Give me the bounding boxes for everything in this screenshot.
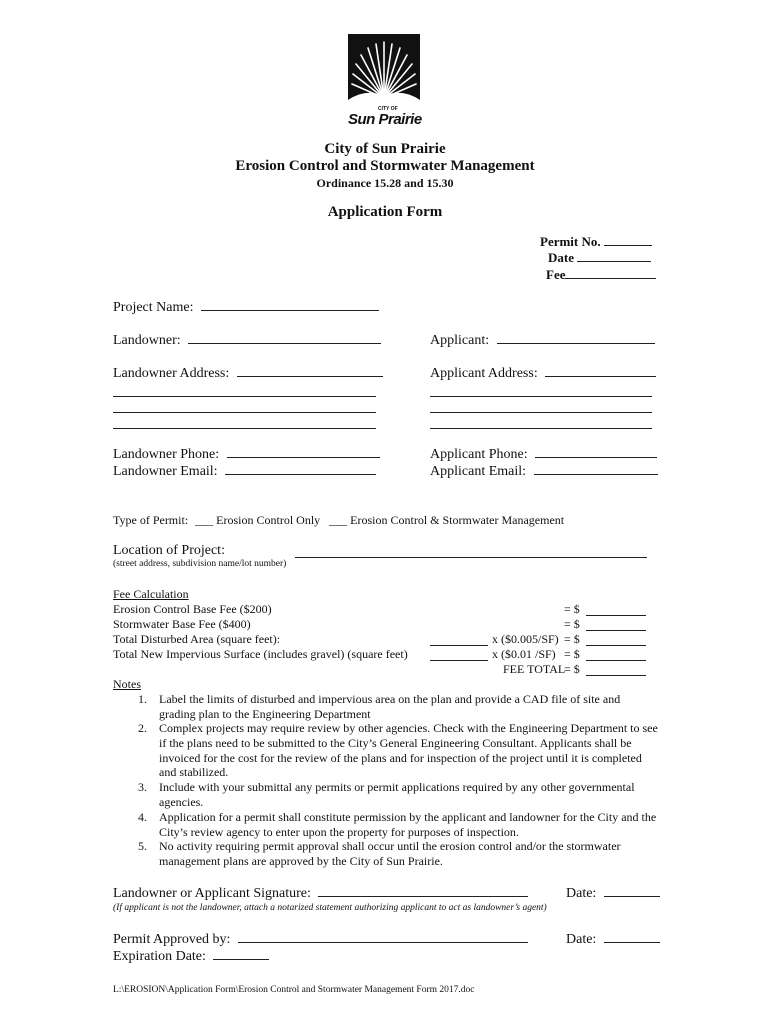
signature-hint: (If applicant is not the landowner, attach a notarized statement authorizing applicant to act as landowner’s agent) <box>113 903 547 913</box>
note-number: 1. <box>138 692 147 706</box>
applicant-email-field[interactable] <box>430 464 658 480</box>
landowner-address-line-4[interactable] <box>113 428 376 429</box>
permit-no-label: Permit No. <box>540 234 601 249</box>
applicant-label: Applicant: <box>430 333 490 348</box>
fee-row-disturbed-qty[interactable] <box>430 645 488 646</box>
project-name-field[interactable] <box>113 300 379 316</box>
note-number: 4. <box>138 810 147 824</box>
fee-row-disturbed-rate: x ($0.005/SF) <box>492 632 559 646</box>
approved-by-label: Permit Approved by: <box>113 932 231 947</box>
fee-total-label: FEE TOTAL <box>503 662 566 676</box>
location-hint: (street address, subdivision name/lot number) <box>113 559 287 569</box>
note-text: No activity requiring permit approval shall occur until the erosion control and/or the stormwater management plans are approved by the City of Sun Prairie. <box>159 839 621 868</box>
signature-field[interactable] <box>113 886 528 902</box>
permit-no-field[interactable] <box>540 234 652 250</box>
applicant-address-line-2[interactable] <box>430 396 652 397</box>
landowner-phone-field[interactable] <box>113 447 380 463</box>
note-number: 5. <box>138 839 147 853</box>
applicant-address-field[interactable] <box>430 366 656 382</box>
fee-row-storm-label: Stormwater Base Fee ($400) <box>113 617 251 631</box>
fee-row-disturbed-result: = $ <box>564 632 580 646</box>
fee-row-disturbed-amount[interactable] <box>586 645 646 646</box>
footer-file-path: L:\EROSION\Application Form\Erosion Control and Stormwater Management Form 2017.doc <box>113 985 475 995</box>
fee-row-impervious-result: = $ <box>564 647 580 661</box>
note-text: Application for a permit shall constitute permission by the applicant and landowner for the City and the City’s review agency to enter upon the property for purposes of inspection. <box>159 810 657 839</box>
fee-row-impervious-amount[interactable] <box>586 660 646 661</box>
fee-row-impervious-qty[interactable] <box>430 660 488 661</box>
location-label: Location of Project: <box>113 543 225 558</box>
approval-date-label: Date: <box>566 932 597 947</box>
title-program: Erosion Control and Stormwater Management <box>235 158 535 174</box>
fee-row-erosion-label: Erosion Control Base Fee ($200) <box>113 602 272 616</box>
fee-row-erosion-result: = $ <box>564 602 580 616</box>
landowner-label: Landowner: <box>113 333 181 348</box>
project-name-label: Project Name: <box>113 300 194 315</box>
office-fee-field[interactable] <box>546 267 656 283</box>
applicant-address-label: Applicant Address: <box>430 366 538 381</box>
fee-row-impervious-label: Total New Impervious Surface (includes gravel) (square feet) <box>113 647 408 661</box>
applicant-address-line-4[interactable] <box>430 428 652 429</box>
note-number: 2. <box>138 721 147 735</box>
landowner-field[interactable] <box>113 333 381 349</box>
applicant-phone-field[interactable] <box>430 447 657 463</box>
landowner-address-line-3[interactable] <box>113 412 376 413</box>
office-date-field[interactable] <box>548 250 651 266</box>
permit-type-option-both: Erosion Control & Stormwater Management <box>350 513 565 527</box>
signature-label: Landowner or Applicant Signature: <box>113 886 311 901</box>
permit-type-label: Type of Permit: <box>113 513 189 527</box>
note-text: Complex projects may require review by other agencies. Check with the Engineering Department to see if the plans need to be submitted to the City’s General Engineering Consultant. Applicants shall be invoiced for the cost for the review of the plans and for inspection of the project until it is completed and stabilized. <box>159 721 658 780</box>
landowner-address-line-2[interactable] <box>113 396 376 397</box>
fee-total-amount[interactable] <box>586 675 646 676</box>
expiration-date-label: Expiration Date: <box>113 949 206 964</box>
note-number: 3. <box>138 780 147 794</box>
title-ordinance: Ordinance 15.28 and 15.30 <box>316 176 454 190</box>
applicant-phone-label: Applicant Phone: <box>430 447 528 462</box>
permit-type-blank-2[interactable]: ___ <box>329 513 348 527</box>
expiration-date-field[interactable] <box>113 949 269 965</box>
logo-name: Sun Prairie <box>348 111 422 128</box>
applicant-email-label: Applicant Email: <box>430 464 527 479</box>
fee-total-result: = $ <box>564 662 580 676</box>
permit-type-row <box>113 513 564 528</box>
signature-date-field[interactable] <box>566 886 660 902</box>
note-text: Include with your submittal any permits or permit applications required by any other governmental agencies. <box>159 780 635 809</box>
landowner-email-field[interactable] <box>113 464 376 480</box>
logo-city-of: CITY OF <box>378 106 398 112</box>
office-fee-label: Fee <box>546 267 566 282</box>
fee-row-erosion-amount[interactable] <box>586 615 646 616</box>
form-title: Application Form <box>327 204 443 220</box>
applicant-field[interactable] <box>430 333 655 349</box>
fee-row-disturbed-label: Total Disturbed Area (square feet): <box>113 632 281 646</box>
note-text: Label the limits of disturbed and impervious area on the plan and provide a CAD file of site and grading plan to the Engineering Department <box>159 692 621 721</box>
applicant-address-line-3[interactable] <box>430 412 652 413</box>
permit-type-option-erosion: Erosion Control Only <box>216 513 321 527</box>
fee-heading: Fee Calculation <box>113 587 189 601</box>
approved-by-field[interactable] <box>113 932 528 948</box>
landowner-address-field[interactable] <box>113 366 383 382</box>
fee-row-storm-result: = $ <box>564 617 580 631</box>
title-city: City of Sun Prairie <box>324 141 446 157</box>
city-logo <box>348 34 420 130</box>
location-field[interactable] <box>295 557 647 558</box>
landowner-address-label: Landowner Address: <box>113 366 230 381</box>
landowner-phone-label: Landowner Phone: <box>113 447 220 462</box>
office-date-label: Date <box>548 250 574 265</box>
signature-date-label: Date: <box>566 886 597 901</box>
permit-type-blank-1[interactable]: ___ <box>195 513 214 527</box>
landowner-email-label: Landowner Email: <box>113 464 218 479</box>
notes-heading: Notes <box>113 677 141 691</box>
fee-row-storm-amount[interactable] <box>586 630 646 631</box>
approval-date-field[interactable] <box>566 932 660 948</box>
fee-row-impervious-rate: x ($0.01 /SF) <box>492 647 556 661</box>
